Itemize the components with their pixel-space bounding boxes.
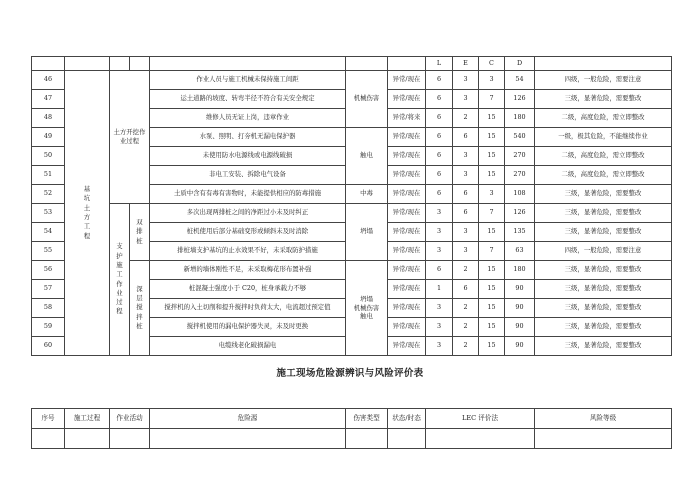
row-no: 47 xyxy=(32,90,65,109)
row-no: 46 xyxy=(32,71,65,90)
C-cell: 15 xyxy=(479,147,505,166)
state-cell: 异常/现在 xyxy=(388,280,426,299)
row-no: 52 xyxy=(32,185,65,204)
L-cell: 6 xyxy=(426,147,453,166)
header-E: E xyxy=(453,57,479,71)
header-no: 序号 xyxy=(32,409,65,429)
hazard-table xyxy=(31,56,672,356)
level-cell: 三级，显著危险，需要整改 xyxy=(535,280,672,299)
excavation-label: 土方开挖作业过程 xyxy=(113,128,146,145)
hazard-cell: 维修人员无证上岗，违章作业 xyxy=(150,109,346,128)
row-no: 59 xyxy=(32,318,65,337)
L-cell: 3 xyxy=(426,299,453,318)
E-cell: 6 xyxy=(453,280,479,299)
level-cell: 三级，显著危险，需要整改 xyxy=(535,90,672,109)
type-cell: 坍塌 xyxy=(346,204,388,261)
hazard-cell: 水泵、照明、打夯机无漏电保护器 xyxy=(150,128,346,147)
C-cell: 7 xyxy=(479,242,505,261)
level-cell: 三级，显著危险，需要整改 xyxy=(535,318,672,337)
type-cell: 中毒 xyxy=(346,185,388,204)
table-row xyxy=(32,71,672,90)
state-cell: 异常/现在 xyxy=(388,337,426,356)
E-cell: 2 xyxy=(453,109,479,128)
C-cell: 7 xyxy=(479,204,505,223)
level-cell: 三级，显著危险，需要整改 xyxy=(535,299,672,318)
support-label: 支护施工作业过程 xyxy=(116,242,123,316)
type-cell: 机械伤害 xyxy=(346,71,388,128)
L-cell: 6 xyxy=(426,90,453,109)
next-page-header-table xyxy=(31,408,672,449)
E-cell: 3 xyxy=(453,90,479,109)
L-cell: 6 xyxy=(426,71,453,90)
E-cell: 6 xyxy=(453,204,479,223)
table-header-row xyxy=(32,57,672,71)
E-cell: 3 xyxy=(453,223,479,242)
hazard-cell: 电缆线老化破损漏电 xyxy=(150,337,346,356)
state-cell: 异常/现在 xyxy=(388,71,426,90)
header-state: 状态/时态 xyxy=(388,409,426,429)
double-pile-cell xyxy=(130,204,150,261)
L-cell: 6 xyxy=(426,261,453,280)
main-process-cell xyxy=(65,71,110,356)
D-cell: 90 xyxy=(505,337,535,356)
E-cell: 2 xyxy=(453,261,479,280)
D-cell: 54 xyxy=(505,71,535,90)
hazard-cell: 运土道路的坡度、转弯半径不符合有关安全规定 xyxy=(150,90,346,109)
L-cell: 6 xyxy=(426,185,453,204)
C-cell: 15 xyxy=(479,223,505,242)
level-cell: 三级，显著危险，需要整改 xyxy=(535,204,672,223)
D-cell: 540 xyxy=(505,128,535,147)
hazard-cell: 搅拌机的入土切削和提升搅拌时负荷太大，电流超过预定值 xyxy=(150,299,346,318)
header-type: 伤害类型 xyxy=(346,409,388,429)
double-pile-label: 双排桩 xyxy=(136,218,143,245)
C-cell: 3 xyxy=(479,185,505,204)
D-cell: 270 xyxy=(505,166,535,185)
D-cell: 135 xyxy=(505,223,535,242)
level-cell: 三级，显著危险，需要整改 xyxy=(535,223,672,242)
L-cell: 1 xyxy=(426,280,453,299)
row-no: 58 xyxy=(32,299,65,318)
row-no: 49 xyxy=(32,128,65,147)
level-cell: 二级，高度危险，需立即整改 xyxy=(535,166,672,185)
table-row xyxy=(32,204,672,223)
D-cell: 180 xyxy=(505,261,535,280)
C-cell: 15 xyxy=(479,299,505,318)
level-cell: 四级，一般危险，需要注意 xyxy=(535,71,672,90)
row-no: 57 xyxy=(32,280,65,299)
D-cell: 90 xyxy=(505,299,535,318)
header-level: 风险等级 xyxy=(535,409,672,429)
C-cell: 15 xyxy=(479,337,505,356)
E-cell: 6 xyxy=(453,185,479,204)
E-cell: 3 xyxy=(453,242,479,261)
level-cell: 二级，高度危险，需立即整改 xyxy=(535,109,672,128)
D-cell: 126 xyxy=(505,90,535,109)
hazard-cell: 新增的墙体刚性不足，未采取梅花形布置补强 xyxy=(150,261,346,280)
header-process: 施工过程 xyxy=(65,409,110,429)
L-cell: 3 xyxy=(426,204,453,223)
C-cell: 7 xyxy=(479,90,505,109)
D-cell: 126 xyxy=(505,204,535,223)
state-cell: 异常/现在 xyxy=(388,147,426,166)
level-cell: 三级，显著危险，需要整改 xyxy=(535,261,672,280)
page-title: 施工现场危险源辨识与风险评价表 xyxy=(276,368,424,379)
hazard-cell: 土质中含有有毒有害物时，未能提供相应的防毒措施 xyxy=(150,185,346,204)
D-cell: 63 xyxy=(505,242,535,261)
main-process-label: 基坑土方工程 xyxy=(83,185,91,240)
row-no: 54 xyxy=(32,223,65,242)
L-cell: 6 xyxy=(426,166,453,185)
header-row xyxy=(32,409,672,429)
hazard-cell: 桩机使用后部分基础变形或倾斜未及时消除 xyxy=(150,223,346,242)
row-no: 55 xyxy=(32,242,65,261)
C-cell: 15 xyxy=(479,128,505,147)
header-hazard: 危险源 xyxy=(150,409,346,429)
header-D: D xyxy=(505,57,535,71)
E-cell: 6 xyxy=(453,128,479,147)
state-cell: 异常/现在 xyxy=(388,242,426,261)
state-cell: 异常/现在 xyxy=(388,318,426,337)
C-cell: 15 xyxy=(479,280,505,299)
level-cell: 二级，高度危险，需立即整改 xyxy=(535,147,672,166)
header-L: L xyxy=(426,57,453,71)
row-no: 48 xyxy=(32,109,65,128)
row-no: 60 xyxy=(32,337,65,356)
state-cell: 异常/现在 xyxy=(388,223,426,242)
E-cell: 3 xyxy=(453,147,479,166)
E-cell: 2 xyxy=(453,337,479,356)
L-cell: 3 xyxy=(426,242,453,261)
level-cell: 三级，显著危险，需要整改 xyxy=(535,185,672,204)
D-cell: 108 xyxy=(505,185,535,204)
header-C: C xyxy=(479,57,505,71)
hazard-cell: 多次出现两排桩之间的净距过小未及时纠正 xyxy=(150,204,346,223)
C-cell: 15 xyxy=(479,261,505,280)
L-cell: 3 xyxy=(426,223,453,242)
level-cell: 四级，一般危险，需要注意 xyxy=(535,242,672,261)
state-cell: 异常/现在 xyxy=(388,128,426,147)
empty-row xyxy=(32,429,672,449)
state-cell: 异常/现在 xyxy=(388,166,426,185)
C-cell: 15 xyxy=(479,318,505,337)
header-activity: 作业活动 xyxy=(110,409,150,429)
E-cell: 2 xyxy=(453,318,479,337)
L-cell: 6 xyxy=(426,109,453,128)
E-cell: 3 xyxy=(453,71,479,90)
hazard-cell: 未使用防水电源线或电源线破损 xyxy=(150,147,346,166)
row-no: 50 xyxy=(32,147,65,166)
type-cell: 触电 xyxy=(346,128,388,185)
D-cell: 90 xyxy=(505,280,535,299)
excavation-cell xyxy=(110,71,150,204)
hazard-cell: 非电工安装、拆除电气设备 xyxy=(150,166,346,185)
header-lec: LEC 评价法 xyxy=(426,409,535,429)
L-cell: 3 xyxy=(426,337,453,356)
state-cell: 异常/现在 xyxy=(388,299,426,318)
row-no: 56 xyxy=(32,261,65,280)
C-cell: 3 xyxy=(479,71,505,90)
level-cell: 三级，显著危险，需要整改 xyxy=(535,337,672,356)
C-cell: 15 xyxy=(479,109,505,128)
deep-mix-cell xyxy=(130,261,150,356)
state-cell: 异常/现在 xyxy=(388,261,426,280)
E-cell: 2 xyxy=(453,299,479,318)
C-cell: 15 xyxy=(479,166,505,185)
hazard-cell: 排桩墙支护基坑的止水效果不好，未采取防护措施 xyxy=(150,242,346,261)
state-cell: 异常/将来 xyxy=(388,109,426,128)
deep-mix-label: 深层搅拌桩 xyxy=(136,284,143,330)
state-cell: 异常/现在 xyxy=(388,185,426,204)
type-cell-merged xyxy=(346,261,388,356)
D-cell: 180 xyxy=(505,109,535,128)
level-cell: 一级，极其危险，不能继续作业 xyxy=(535,128,672,147)
L-cell: 6 xyxy=(426,128,453,147)
D-cell: 270 xyxy=(505,147,535,166)
E-cell: 3 xyxy=(453,166,479,185)
state-cell: 异常/现在 xyxy=(388,90,426,109)
row-no: 53 xyxy=(32,204,65,223)
D-cell: 90 xyxy=(505,318,535,337)
hazard-cell: 搅拌机使用的漏电保护器失灵，未及时更换 xyxy=(150,318,346,337)
hazard-cell: 桩混凝土强度小于 C20，桩身承载力不够 xyxy=(150,280,346,299)
L-cell: 3 xyxy=(426,318,453,337)
merged-type-label: 坍塌 机械伤害 触电 xyxy=(353,294,380,321)
state-cell: 异常/现在 xyxy=(388,204,426,223)
support-cell xyxy=(110,204,130,356)
hazard-cell: 作业人员与施工机械未保持施工间距 xyxy=(150,71,346,90)
row-no: 51 xyxy=(32,166,65,185)
